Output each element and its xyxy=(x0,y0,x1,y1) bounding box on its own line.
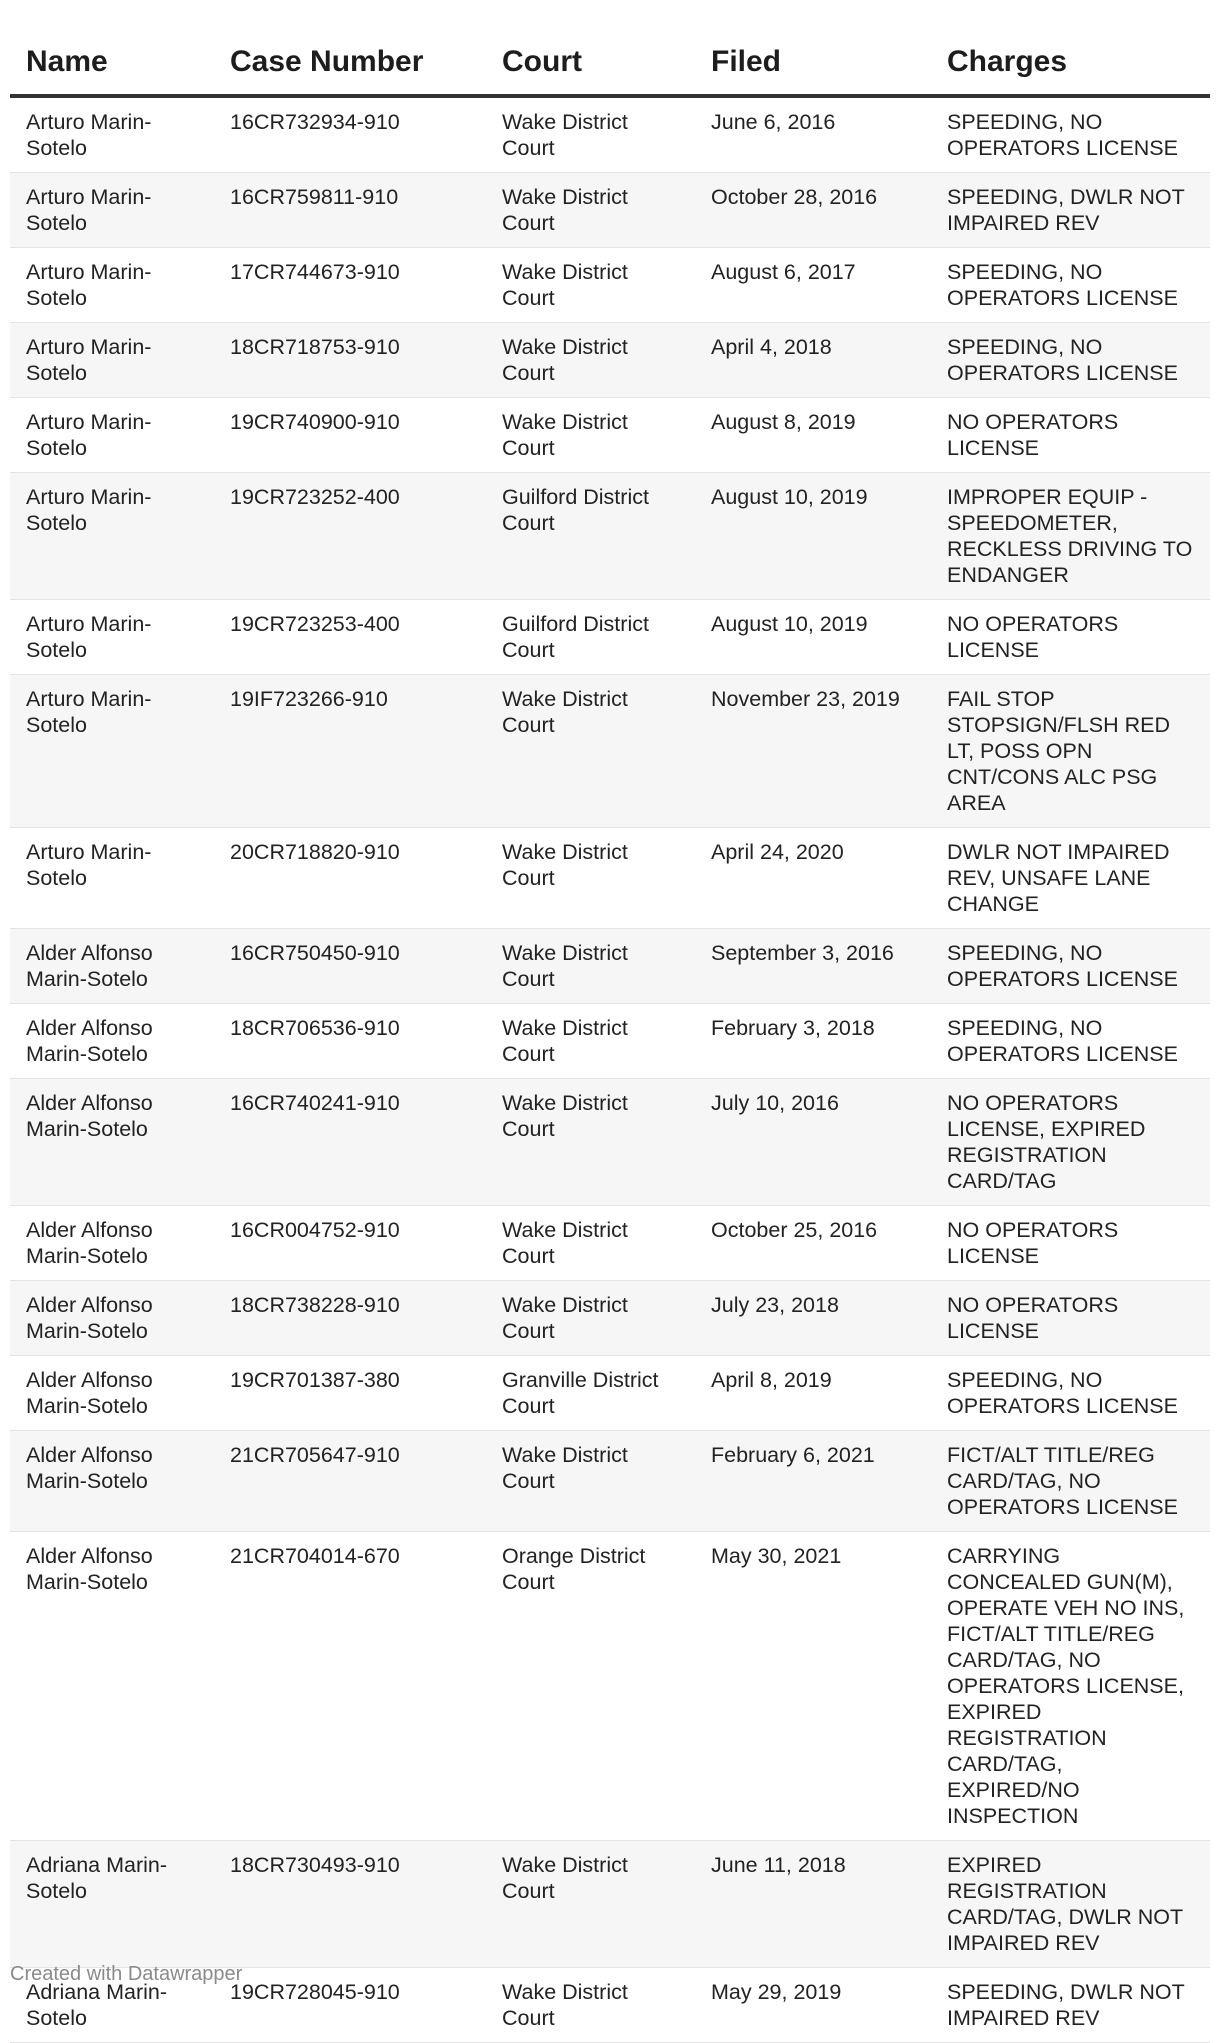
cell-charges: SPEEDING, DWLR NOT IMPAIRED REV xyxy=(931,1968,1210,2043)
cell-case-number: 17CR744673-910 xyxy=(214,248,486,323)
cell-charges: FAIL STOP STOPSIGN/FLSH RED LT, POSS OPN CNT/CONS ALC PSG AREA xyxy=(931,675,1210,828)
cell-court: Wake District Court xyxy=(486,1281,695,1356)
cell-filed: August 8, 2019 xyxy=(695,398,931,473)
cell-filed: October 28, 2016 xyxy=(695,173,931,248)
cell-filed: July 10, 2016 xyxy=(695,1079,931,1206)
table-row xyxy=(10,929,1210,1004)
table-row xyxy=(10,398,1210,473)
table-row xyxy=(10,323,1210,398)
cell-court: Wake District Court xyxy=(486,173,695,248)
cell-name: Arturo Marin-Sotelo xyxy=(10,473,214,600)
column-header-court[interactable]: Court xyxy=(486,28,695,96)
cell-case-number: 19CR723252-400 xyxy=(214,473,486,600)
table-header xyxy=(10,28,1210,96)
cell-case-number: 19CR701387-380 xyxy=(214,1356,486,1431)
cell-charges: EXPIRED REGISTRATION CARD/TAG, DWLR NOT IMPAIRED REV xyxy=(931,1841,1210,1968)
cell-name: Arturo Marin-Sotelo xyxy=(10,323,214,398)
cell-court: Wake District Court xyxy=(486,1206,695,1281)
cell-court: Guilford District Court xyxy=(486,600,695,675)
cell-name: Alder Alfonso Marin-Sotelo xyxy=(10,929,214,1004)
cell-court: Wake District Court xyxy=(486,1004,695,1079)
cell-name: Alder Alfonso Marin-Sotelo xyxy=(10,1079,214,1206)
column-header-case-number[interactable]: Case Number xyxy=(214,28,486,96)
cell-filed: August 10, 2019 xyxy=(695,600,931,675)
cell-case-number: 21CR704014-670 xyxy=(214,1532,486,1841)
cell-court: Wake District Court xyxy=(486,1431,695,1532)
cell-charges: DWLR NOT IMPAIRED REV, UNSAFE LANE CHANGE xyxy=(931,828,1210,929)
cell-name: Arturo Marin-Sotelo xyxy=(10,828,214,929)
cell-name: Alder Alfonso Marin-Sotelo xyxy=(10,1532,214,1841)
table-row xyxy=(10,1532,1210,1841)
cell-charges: NO OPERATORS LICENSE xyxy=(931,1281,1210,1356)
cell-court: Orange District Court xyxy=(486,1532,695,1841)
cell-name: Alder Alfonso Marin-Sotelo xyxy=(10,1281,214,1356)
cell-filed: September 3, 2016 xyxy=(695,929,931,1004)
cell-case-number: 16CR750450-910 xyxy=(214,929,486,1004)
cell-filed: May 30, 2021 xyxy=(695,1532,931,1841)
court-cases-table xyxy=(10,28,1210,2043)
cell-name: Arturo Marin-Sotelo xyxy=(10,600,214,675)
cell-name: Alder Alfonso Marin-Sotelo xyxy=(10,1206,214,1281)
cell-charges: FICT/ALT TITLE/REG CARD/TAG, NO OPERATORS LICENSE xyxy=(931,1431,1210,1532)
cell-court: Wake District Court xyxy=(486,1968,695,2043)
table-row xyxy=(10,1841,1210,1968)
cell-case-number: 16CR732934-910 xyxy=(214,96,486,173)
cell-filed: August 6, 2017 xyxy=(695,248,931,323)
cell-filed: February 6, 2021 xyxy=(695,1431,931,1532)
column-header-name[interactable]: Name xyxy=(10,28,214,96)
column-header-charges[interactable]: Charges xyxy=(931,28,1210,96)
cell-filed: April 4, 2018 xyxy=(695,323,931,398)
cell-case-number: 18CR738228-910 xyxy=(214,1281,486,1356)
cell-case-number: 18CR718753-910 xyxy=(214,323,486,398)
table-row xyxy=(10,473,1210,600)
cell-charges: SPEEDING, NO OPERATORS LICENSE xyxy=(931,248,1210,323)
cell-filed: August 10, 2019 xyxy=(695,473,931,600)
cell-court: Wake District Court xyxy=(486,248,695,323)
cell-case-number: 19CR740900-910 xyxy=(214,398,486,473)
cell-case-number: 16CR740241-910 xyxy=(214,1079,486,1206)
table-row xyxy=(10,248,1210,323)
cell-name: Adriana Marin-Sotelo xyxy=(10,1841,214,1968)
cell-charges: SPEEDING, NO OPERATORS LICENSE xyxy=(931,929,1210,1004)
table-row xyxy=(10,828,1210,929)
table-row xyxy=(10,1281,1210,1356)
cell-charges: SPEEDING, NO OPERATORS LICENSE xyxy=(931,1356,1210,1431)
cell-name: Arturo Marin-Sotelo xyxy=(10,173,214,248)
cell-court: Wake District Court xyxy=(486,828,695,929)
cell-charges: CARRYING CONCEALED GUN(M), OPERATE VEH NO INS, FICT/ALT TITLE/REG CARD/TAG, NO OPERATORS LICENSE, EXPIRED REGISTRATION CARD/TAG, EXPIRED/NO INSPECTION xyxy=(931,1532,1210,1841)
table-row xyxy=(10,675,1210,828)
cell-charges: SPEEDING, NO OPERATORS LICENSE xyxy=(931,323,1210,398)
cell-filed: April 24, 2020 xyxy=(695,828,931,929)
cell-name: Arturo Marin-Sotelo xyxy=(10,675,214,828)
table-row xyxy=(10,173,1210,248)
cell-charges: IMPROPER EQUIP - SPEEDOMETER, RECKLESS DRIVING TO ENDANGER xyxy=(931,473,1210,600)
cell-filed: June 6, 2016 xyxy=(695,96,931,173)
table-body xyxy=(10,96,1210,2043)
cell-filed: May 29, 2019 xyxy=(695,1968,931,2043)
table-row xyxy=(10,600,1210,675)
cell-case-number: 20CR718820-910 xyxy=(214,828,486,929)
cell-filed: June 11, 2018 xyxy=(695,1841,931,1968)
cell-filed: July 23, 2018 xyxy=(695,1281,931,1356)
cell-filed: April 8, 2019 xyxy=(695,1356,931,1431)
header-row xyxy=(10,28,1210,96)
cell-case-number: 19CR723253-400 xyxy=(214,600,486,675)
cell-charges: NO OPERATORS LICENSE xyxy=(931,398,1210,473)
cell-case-number: 21CR705647-910 xyxy=(214,1431,486,1532)
cell-name: Arturo Marin-Sotelo xyxy=(10,96,214,173)
cell-filed: February 3, 2018 xyxy=(695,1004,931,1079)
cell-charges: SPEEDING, DWLR NOT IMPAIRED REV xyxy=(931,173,1210,248)
cell-name: Adriana Marin-Sotelo xyxy=(10,1968,214,2043)
cell-case-number: 19CR728045-910 xyxy=(214,1968,486,2043)
table-row xyxy=(10,1206,1210,1281)
cell-court: Wake District Court xyxy=(486,675,695,828)
cell-charges: NO OPERATORS LICENSE xyxy=(931,1206,1210,1281)
cell-court: Wake District Court xyxy=(486,96,695,173)
cell-name: Alder Alfonso Marin-Sotelo xyxy=(10,1004,214,1079)
cell-court: Wake District Court xyxy=(486,1841,695,1968)
cell-charges: SPEEDING, NO OPERATORS LICENSE xyxy=(931,1004,1210,1079)
cell-charges: NO OPERATORS LICENSE xyxy=(931,600,1210,675)
cell-charges: SPEEDING, NO OPERATORS LICENSE xyxy=(931,96,1210,173)
cell-court: Wake District Court xyxy=(486,1079,695,1206)
cell-case-number: 19IF723266-910 xyxy=(214,675,486,828)
cell-filed: October 25, 2016 xyxy=(695,1206,931,1281)
cell-filed: November 23, 2019 xyxy=(695,675,931,828)
table-row xyxy=(10,1431,1210,1532)
cell-name: Arturo Marin-Sotelo xyxy=(10,248,214,323)
cell-charges: NO OPERATORS LICENSE, EXPIRED REGISTRATION CARD/TAG xyxy=(931,1079,1210,1206)
table-row xyxy=(10,96,1210,173)
cell-case-number: 18CR730493-910 xyxy=(214,1841,486,1968)
cell-name: Arturo Marin-Sotelo xyxy=(10,398,214,473)
cell-case-number: 16CR004752-910 xyxy=(214,1206,486,1281)
cell-court: Wake District Court xyxy=(486,323,695,398)
table-row xyxy=(10,1079,1210,1206)
table-row xyxy=(10,1004,1210,1079)
table-row xyxy=(10,1356,1210,1431)
cell-case-number: 18CR706536-910 xyxy=(214,1004,486,1079)
cell-court: Granville District Court xyxy=(486,1356,695,1431)
cell-case-number: 16CR759811-910 xyxy=(214,173,486,248)
cell-name: Alder Alfonso Marin-Sotelo xyxy=(10,1431,214,1532)
cell-name: Alder Alfonso Marin-Sotelo xyxy=(10,1356,214,1431)
cell-court: Guilford District Court xyxy=(486,473,695,600)
column-header-filed[interactable]: Filed xyxy=(695,28,931,96)
cell-court: Wake District Court xyxy=(486,929,695,1004)
cell-court: Wake District Court xyxy=(486,398,695,473)
datawrapper-credit: Created with Datawrapper xyxy=(10,1963,243,1985)
